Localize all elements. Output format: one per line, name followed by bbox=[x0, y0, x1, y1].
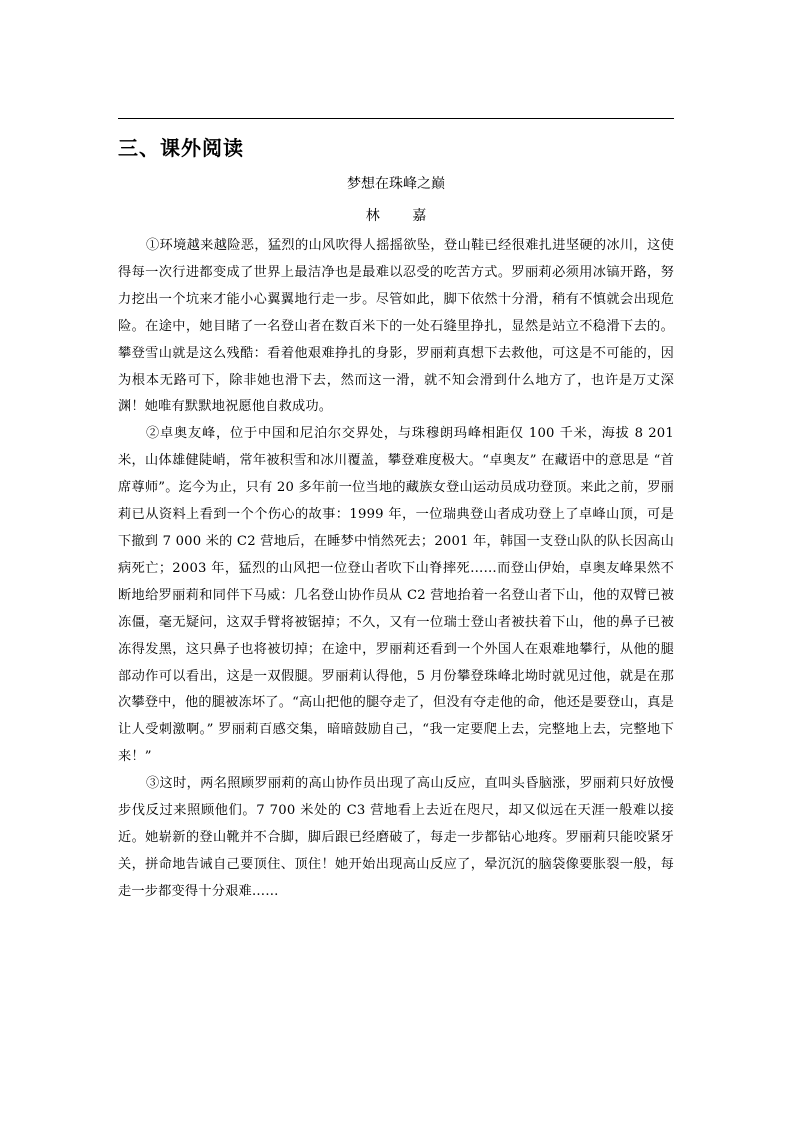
article-body bbox=[118, 233, 674, 906]
paragraph-2: ②卓奥友峰，位于中国和尼泊尔交界处，与珠穆朗玛峰相距仅 100 千米，海拔 8 201 米，山体雄健陡峭，常年被积雪和冰川覆盖，攀登难度极大。“卓奥友” 在藏语中的意思是 “首席尊师”。迄今为止，只有 20 多年前一位当地的藏族女登山运动员成功登顶。来此之前，罗丽莉已从资料上看到一个个伤心的故事：1999 年，一位瑞典登山者成功登上了卓峰山顶，可是下撤到 7 000 米的 C2 营地后，在睡梦中悄然死去；2001 年，韩国一支登山队的队长因高山病死亡；2003 年，猛烈的山风把一位登山者吹下山脊摔死……而登山伊始，卓奥友峰果然不断地给罗丽莉和同伴下马威：几名登山协作员从 C2 营地抬着一名登山者下山，他的双臂已被冻僵，毫无疑问，这双手臂将被锯掉；不久，又有一位瑞士登山者被扶着下山，他的鼻子已被冻得发黑，这只鼻子也将被切掉；在途中，罗丽莉还看到一个外国人在艰难地攀行，从他的腿部动作可以看出，这是一双假腿。罗丽莉认得他，5 月份攀登珠峰北坳时就见过他，就是在那次攀登中，他的腿被冻坏了。“高山把他的腿夺走了，但没有夺走他的命，他还是要登山，真是让人受刺激啊。” 罗丽莉百感交集，暗暗鼓励自己，“我一定要爬上去，完整地上去，完整地下来！” bbox=[118, 426, 674, 765]
header-rule bbox=[118, 118, 674, 119]
paragraph-1: ①环境越来越险恶，猛烈的山风吹得人摇摇欲坠，登山鞋已经很难扎进坚硬的冰川，这使得每一次行进都变成了世界上最洁净也是最难以忍受的吃苦方式。罗丽莉必须用冰镐开路，努力挖出一个坑来才能小心翼翼地行走一步。尽管如此，脚下依然十分滑，稍有不慎就会出现危险。在途中，她目睹了一名登山者在数百米下的一处石缝里挣扎，显然是站立不稳滑下去的。攀登雪山就是这么残酷：看着他艰难挣扎的身影，罗丽莉真想下去救他，可这是不可能的，因为根本无路可下，除非她也滑下去，然而这一滑，就不知会滑到什么地方了，也许是万丈深渊！她唯有默默地祝愿他自救成功。 bbox=[118, 238, 674, 415]
article-title: 梦想在珠峰之巅 bbox=[347, 176, 445, 192]
paragraph-3: ③这时，两名照顾罗丽莉的高山协作员出现了高山反应，直叫头昏脑涨，罗丽莉只好放慢步伐反过来照顾他们。7 700 米处的 C3 营地看上去近在咫尺，却又似远在天涯一般难以接近。她崭新的登山靴并不合脚，脚后跟已经磨破了，每走一步都钻心地疼。罗丽莉只能咬紧牙关，拼命地告诫自己要顶住、顶住！她开始出现高山反应了，晕沉沉的脑袋像要胀裂一般，每走一步都变得十分艰难…… bbox=[118, 776, 674, 899]
article-author: 林 嘉 bbox=[365, 208, 441, 224]
section-heading: 三、课外阅读 bbox=[118, 136, 244, 160]
